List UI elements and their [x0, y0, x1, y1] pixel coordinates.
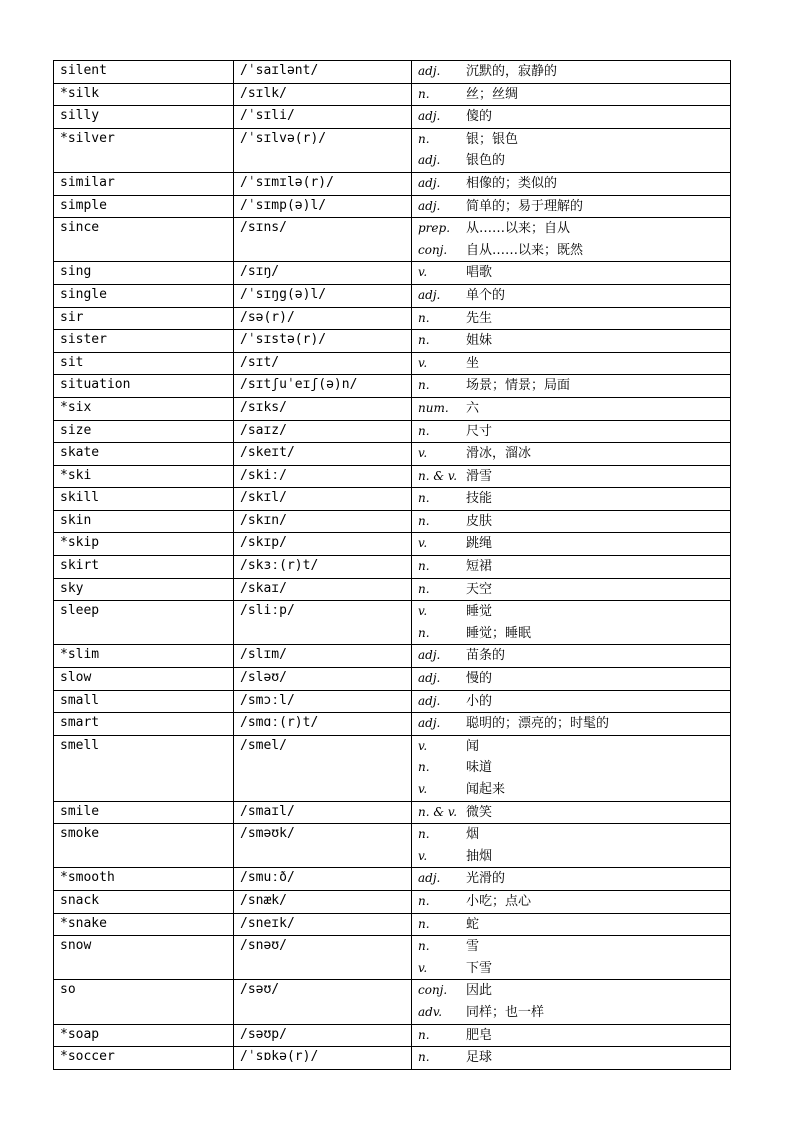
definition-line [418, 668, 730, 690]
part-of-speech: conj. [418, 983, 448, 998]
phonetic-cell: /ˈsɪlvə(r)/ [234, 128, 412, 172]
definition-cell [412, 443, 731, 466]
chinese-meaning: 小的 [466, 693, 493, 709]
definition-cell [412, 330, 731, 353]
table-row [54, 83, 731, 106]
definition-cell [412, 128, 731, 172]
definition-line [418, 623, 730, 645]
word-cell: *smooth [54, 868, 234, 891]
part-of-speech: n. [418, 916, 430, 931]
definition-cell [412, 713, 731, 736]
word-cell: *soap [54, 1024, 234, 1047]
definition-cell [412, 645, 731, 668]
part-of-speech: n. [418, 491, 430, 506]
definition-cell [412, 375, 731, 398]
chinese-meaning: 味道 [466, 760, 493, 776]
table-row [54, 556, 731, 579]
definition-cell [412, 488, 731, 511]
definition-cell [412, 465, 731, 488]
definition-line [418, 1047, 730, 1069]
definition-cell [412, 690, 731, 713]
table-row [54, 668, 731, 691]
table-row [54, 601, 731, 645]
definition-line [418, 779, 730, 801]
definition-cell [412, 172, 731, 195]
word-cell: size [54, 420, 234, 443]
table-row [54, 488, 731, 511]
definition-line [418, 936, 730, 958]
table-row [54, 645, 731, 668]
vocabulary-table-body [54, 61, 731, 1070]
table-row [54, 578, 731, 601]
part-of-speech: v. [418, 536, 428, 551]
phonetic-cell: /ˈsɪstə(r)/ [234, 330, 412, 353]
phonetic-cell: /skeɪt/ [234, 443, 412, 466]
definition-cell [412, 601, 731, 645]
chinese-meaning: 自从……以来；既然 [466, 242, 584, 258]
part-of-speech: v. [418, 604, 428, 619]
chinese-meaning: 短裙 [466, 559, 493, 575]
part-of-speech: n. [418, 131, 430, 146]
chinese-meaning: 抽烟 [466, 848, 493, 864]
word-cell: single [54, 284, 234, 307]
chinese-meaning: 场景；情景；局面 [466, 378, 571, 394]
phonetic-cell: /sməʊk/ [234, 824, 412, 868]
chinese-meaning: 丝；丝绸 [466, 86, 519, 102]
definition-line [418, 421, 730, 443]
phonetic-cell: /sə(r)/ [234, 307, 412, 330]
chinese-meaning: 同样；也一样 [466, 1004, 545, 1020]
chinese-meaning: 苗条的 [466, 648, 506, 664]
part-of-speech: n. [418, 625, 430, 640]
definition-cell [412, 195, 731, 218]
table-row [54, 397, 731, 420]
definition-line [418, 868, 730, 890]
definition-line [418, 846, 730, 868]
definition-cell [412, 284, 731, 307]
definition-cell [412, 420, 731, 443]
chinese-meaning: 慢的 [466, 671, 493, 687]
chinese-meaning: 尺寸 [466, 423, 493, 439]
table-row [54, 330, 731, 353]
part-of-speech: n. [418, 1050, 430, 1065]
phonetic-cell: /skɪn/ [234, 510, 412, 533]
definition-line [418, 84, 730, 106]
definition-line [418, 958, 730, 980]
chinese-meaning: 雪 [466, 939, 480, 955]
word-cell: *silver [54, 128, 234, 172]
phonetic-cell: /sneɪk/ [234, 913, 412, 936]
table-row [54, 801, 731, 824]
chinese-meaning: 相像的；类似的 [466, 175, 558, 191]
word-cell: sing [54, 262, 234, 285]
phonetic-cell: /sɪŋ/ [234, 262, 412, 285]
chinese-meaning: 光滑的 [466, 871, 506, 887]
definition-line [418, 736, 730, 758]
definition-cell [412, 61, 731, 84]
table-row [54, 420, 731, 443]
word-cell: *snake [54, 913, 234, 936]
phonetic-cell: /ˈsɪŋg(ə)l/ [234, 284, 412, 307]
chinese-meaning: 从……以来；自从 [466, 221, 571, 237]
part-of-speech: adj. [418, 198, 441, 213]
table-row [54, 1047, 731, 1070]
definition-line [418, 556, 730, 578]
definition-line [418, 533, 730, 555]
chinese-meaning: 聪明的；漂亮的；时髦的 [466, 716, 610, 732]
phonetic-cell: /sliːp/ [234, 601, 412, 645]
definition-line [418, 443, 730, 465]
table-row [54, 195, 731, 218]
phonetic-cell: /skaɪ/ [234, 578, 412, 601]
definition-line [418, 150, 730, 172]
phonetic-cell: /sɪks/ [234, 397, 412, 420]
word-cell: skin [54, 510, 234, 533]
definition-line [418, 579, 730, 601]
part-of-speech: adj. [418, 648, 441, 663]
definition-cell [412, 936, 731, 980]
table-row [54, 936, 731, 980]
definition-line [418, 713, 730, 735]
definition-cell [412, 352, 731, 375]
word-cell: smart [54, 713, 234, 736]
phonetic-cell: /sɪtʃuˈeɪʃ(ə)n/ [234, 375, 412, 398]
definition-cell [412, 668, 731, 691]
word-cell: snack [54, 890, 234, 913]
definition-line [418, 173, 730, 195]
part-of-speech: n. [418, 378, 430, 393]
chinese-meaning: 坐 [466, 355, 480, 371]
word-cell: sit [54, 352, 234, 375]
definition-cell [412, 218, 731, 262]
word-cell: small [54, 690, 234, 713]
chinese-meaning: 足球 [466, 1050, 493, 1066]
table-row [54, 443, 731, 466]
part-of-speech: v. [418, 960, 428, 975]
definition-line [418, 240, 730, 262]
table-row [54, 218, 731, 262]
definition-line [418, 488, 730, 510]
word-cell: sister [54, 330, 234, 353]
phonetic-cell: /skɪp/ [234, 533, 412, 556]
part-of-speech: n. [418, 760, 430, 775]
word-cell: skill [54, 488, 234, 511]
definition-line [418, 353, 730, 375]
table-row [54, 713, 731, 736]
definition-line [418, 61, 730, 83]
phonetic-cell: /smuːð/ [234, 868, 412, 891]
phonetic-cell: /skɜː(r)t/ [234, 556, 412, 579]
word-cell: smoke [54, 824, 234, 868]
chinese-meaning: 跳绳 [466, 536, 493, 552]
table-row [54, 980, 731, 1024]
phonetic-cell: /smɔːl/ [234, 690, 412, 713]
part-of-speech: adj. [418, 153, 441, 168]
part-of-speech: adj. [418, 64, 441, 78]
chinese-meaning: 滑雪 [466, 468, 493, 484]
chinese-meaning: 银色的 [466, 153, 506, 169]
part-of-speech: n. & v. [418, 468, 458, 483]
part-of-speech: adj. [418, 287, 441, 302]
phonetic-cell: /ˈsɒkə(r)/ [234, 1047, 412, 1070]
word-cell: so [54, 980, 234, 1024]
chinese-meaning: 小吃；点心 [466, 893, 532, 909]
chinese-meaning: 天空 [466, 581, 493, 597]
table-row [54, 533, 731, 556]
table-row [54, 106, 731, 129]
definition-line [418, 196, 730, 218]
definition-cell [412, 913, 731, 936]
definition-line [418, 645, 730, 667]
word-cell: *slim [54, 645, 234, 668]
phonetic-cell: /smɑː(r)t/ [234, 713, 412, 736]
phonetic-cell: /skiː/ [234, 465, 412, 488]
table-row [54, 375, 731, 398]
definition-cell [412, 510, 731, 533]
part-of-speech: n. [418, 1027, 430, 1042]
word-cell: slow [54, 668, 234, 691]
chinese-meaning: 皮肤 [466, 513, 493, 529]
word-cell: *six [54, 397, 234, 420]
definition-line [418, 1025, 730, 1047]
part-of-speech: n. [418, 581, 430, 596]
definition-line [418, 129, 730, 151]
definition-cell [412, 106, 731, 129]
vocabulary-table [53, 60, 731, 1070]
definition-cell [412, 533, 731, 556]
table-row [54, 61, 731, 84]
part-of-speech: adv. [418, 1004, 443, 1019]
part-of-speech: n. & v. [418, 804, 458, 819]
chinese-meaning: 先生 [466, 310, 493, 326]
definition-line [418, 466, 730, 488]
table-row [54, 824, 731, 868]
definition-line [418, 218, 730, 240]
definition-cell [412, 980, 731, 1024]
part-of-speech: adj. [418, 175, 441, 190]
definition-cell [412, 1047, 731, 1070]
chinese-meaning: 闻起来 [466, 782, 506, 797]
part-of-speech: n. [418, 513, 430, 528]
phonetic-cell: /sɪlk/ [234, 83, 412, 106]
definition-line [418, 106, 730, 128]
table-row [54, 1024, 731, 1047]
phonetic-cell: /sɪns/ [234, 218, 412, 262]
part-of-speech: adj. [418, 871, 441, 886]
definition-cell [412, 890, 731, 913]
chinese-meaning: 闻 [466, 738, 480, 754]
phonetic-cell: /skɪl/ [234, 488, 412, 511]
word-cell: sky [54, 578, 234, 601]
word-cell: *silk [54, 83, 234, 106]
chinese-meaning: 姐妹 [466, 333, 493, 349]
part-of-speech: prep. [418, 221, 451, 236]
definition-line [418, 601, 730, 623]
part-of-speech: v. [418, 446, 428, 461]
word-cell: skate [54, 443, 234, 466]
phonetic-cell: /sɪt/ [234, 352, 412, 375]
phonetic-cell: /smaɪl/ [234, 801, 412, 824]
definition-cell [412, 824, 731, 868]
definition-cell [412, 801, 731, 824]
word-cell: situation [54, 375, 234, 398]
definition-line [418, 308, 730, 330]
part-of-speech: num. [418, 400, 449, 415]
table-row [54, 128, 731, 172]
definition-line [418, 511, 730, 533]
part-of-speech: n. [418, 310, 430, 325]
part-of-speech: v. [418, 265, 428, 280]
part-of-speech: adj. [418, 693, 441, 708]
word-cell: similar [54, 172, 234, 195]
part-of-speech: n. [418, 86, 430, 101]
word-cell: *ski [54, 465, 234, 488]
definition-line [418, 330, 730, 352]
part-of-speech: conj. [418, 242, 448, 257]
definition-line [418, 375, 730, 397]
chinese-meaning: 技能 [466, 491, 493, 507]
phonetic-cell: /ˈsɪmp(ə)l/ [234, 195, 412, 218]
definition-cell [412, 307, 731, 330]
chinese-meaning: 微笑 [466, 804, 493, 820]
definition-line [418, 398, 730, 420]
word-cell: since [54, 218, 234, 262]
part-of-speech: adj. [418, 109, 441, 124]
definition-line [418, 980, 730, 1002]
table-row [54, 352, 731, 375]
word-cell: smile [54, 801, 234, 824]
chinese-meaning: 单个的 [466, 287, 506, 303]
definition-line [418, 691, 730, 713]
word-cell: snow [54, 936, 234, 980]
definition-line [418, 891, 730, 913]
table-row [54, 690, 731, 713]
definition-line [418, 285, 730, 307]
word-cell: smell [54, 735, 234, 801]
definition-line [418, 824, 730, 846]
table-row [54, 172, 731, 195]
definition-line [418, 757, 730, 779]
phonetic-cell: /səʊp/ [234, 1024, 412, 1047]
phonetic-cell: /ˈsɪmɪlə(r)/ [234, 172, 412, 195]
chinese-meaning: 简单的；易于理解的 [466, 198, 584, 214]
definition-cell [412, 83, 731, 106]
definition-cell [412, 262, 731, 285]
chinese-meaning: 银；银色 [466, 131, 519, 147]
phonetic-cell: /ˈsɪli/ [234, 106, 412, 129]
word-cell: *soccer [54, 1047, 234, 1070]
table-row [54, 913, 731, 936]
word-cell: sir [54, 307, 234, 330]
word-cell: silent [54, 61, 234, 84]
word-cell: skirt [54, 556, 234, 579]
part-of-speech: n. [418, 559, 430, 574]
word-cell: *skip [54, 533, 234, 556]
part-of-speech: n. [418, 423, 430, 438]
part-of-speech: v. [418, 848, 428, 863]
chinese-meaning: 下雪 [466, 960, 493, 976]
part-of-speech: v. [418, 782, 428, 796]
table-row [54, 307, 731, 330]
definition-cell [412, 868, 731, 891]
chinese-meaning: 蛇 [466, 916, 480, 932]
chinese-meaning: 睡觉；睡眠 [466, 625, 532, 641]
chinese-meaning: 睡觉 [466, 604, 493, 620]
part-of-speech: n. [418, 827, 430, 842]
phonetic-cell: /snæk/ [234, 890, 412, 913]
chinese-meaning: 六 [466, 400, 480, 416]
chinese-meaning: 滑冰，溜冰 [466, 446, 532, 462]
phonetic-cell: /ˈsaɪlənt/ [234, 61, 412, 84]
chinese-meaning: 烟 [466, 827, 480, 843]
definition-line [418, 1002, 730, 1024]
definition-line [418, 914, 730, 936]
table-row [54, 868, 731, 891]
phonetic-cell: /slɪm/ [234, 645, 412, 668]
chinese-meaning: 唱歌 [466, 265, 493, 281]
definition-cell [412, 1024, 731, 1047]
definition-cell [412, 556, 731, 579]
part-of-speech: v. [418, 738, 428, 753]
phonetic-cell: /saɪz/ [234, 420, 412, 443]
phonetic-cell: /sləʊ/ [234, 668, 412, 691]
definition-line [418, 802, 730, 824]
definition-line [418, 262, 730, 284]
chinese-meaning: 肥皂 [466, 1027, 493, 1043]
table-row [54, 510, 731, 533]
word-cell: sleep [54, 601, 234, 645]
part-of-speech: adj. [418, 671, 441, 686]
phonetic-cell: /səʊ/ [234, 980, 412, 1024]
chinese-meaning: 因此 [466, 983, 493, 999]
chinese-meaning: 傻的 [466, 109, 493, 125]
phonetic-cell: /smel/ [234, 735, 412, 801]
table-row [54, 890, 731, 913]
part-of-speech: adj. [418, 716, 441, 731]
definition-cell [412, 397, 731, 420]
table-row [54, 284, 731, 307]
chinese-meaning: 沉默的，寂静的 [466, 64, 558, 79]
part-of-speech: n. [418, 893, 430, 908]
table-row [54, 465, 731, 488]
word-cell: simple [54, 195, 234, 218]
part-of-speech: n. [418, 333, 430, 348]
definition-cell [412, 578, 731, 601]
table-row [54, 735, 731, 801]
phonetic-cell: /snəʊ/ [234, 936, 412, 980]
definition-cell [412, 735, 731, 801]
part-of-speech: v. [418, 355, 428, 370]
word-cell: silly [54, 106, 234, 129]
table-row [54, 262, 731, 285]
part-of-speech: n. [418, 939, 430, 954]
